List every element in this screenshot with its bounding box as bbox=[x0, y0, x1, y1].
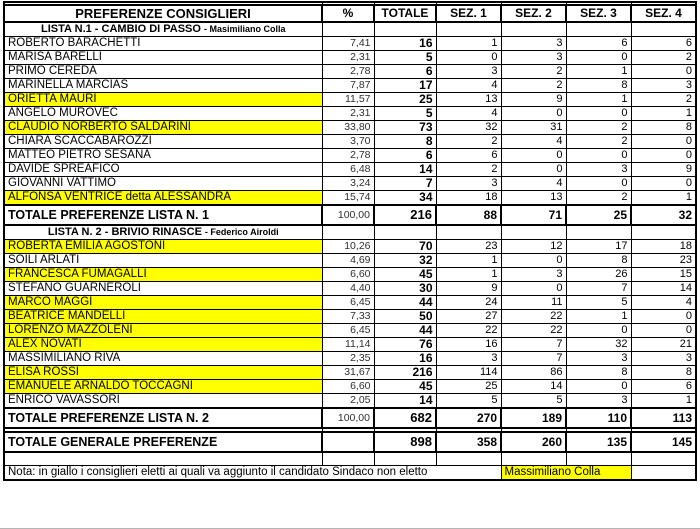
pct-cell: 3,70 bbox=[322, 135, 374, 149]
sez4-cell: 2 bbox=[631, 51, 696, 65]
note-text: Nota: in giallo i consiglieri eletti ai quali va aggiunto il candidato Sindaco non eletto bbox=[4, 466, 501, 481]
total-label: TOTALE PREFERENZE LISTA N. 2 bbox=[4, 408, 322, 428]
sez2-cell: 31 bbox=[501, 121, 566, 135]
candidate-name-cell: PRIMO CEREDA bbox=[4, 65, 322, 79]
totale-cell: 16 bbox=[374, 37, 436, 51]
sez1-cell: 23 bbox=[436, 240, 501, 254]
column-header-sez4: SEZ. 4 bbox=[631, 5, 696, 22]
totale-cell: 50 bbox=[374, 310, 436, 324]
sez3-cell: 5 bbox=[566, 296, 631, 310]
sez1-cell: 6 bbox=[436, 149, 501, 163]
list2-header-cell bbox=[4, 225, 322, 240]
sez4-cell: 6 bbox=[631, 380, 696, 394]
grand-total-sez1-cell: 358 bbox=[436, 432, 501, 452]
note-highlight-cell: Massimiliano Colla bbox=[501, 466, 631, 481]
sez4-cell: 2 bbox=[631, 93, 696, 107]
sez3-cell: 2 bbox=[566, 191, 631, 206]
list2-candidate: - Federico Airoldi bbox=[204, 227, 279, 237]
table-row bbox=[4, 37, 696, 51]
sez2-cell: 0 bbox=[501, 163, 566, 177]
totale-cell: 5 bbox=[374, 51, 436, 65]
sez4-cell: 1 bbox=[631, 191, 696, 206]
sez2-cell: 7 bbox=[501, 352, 566, 366]
pct-cell: 6,60 bbox=[322, 380, 374, 394]
sez3-cell: 2 bbox=[566, 121, 631, 135]
sez3-cell: 7 bbox=[566, 282, 631, 296]
sez3-cell: 8 bbox=[566, 254, 631, 268]
table-row bbox=[4, 254, 696, 268]
sez1-cell: 1 bbox=[436, 268, 501, 282]
pct-cell: 6,48 bbox=[322, 163, 374, 177]
column-header-sez2: SEZ. 2 bbox=[501, 5, 566, 22]
pct-cell: 33,80 bbox=[322, 121, 374, 135]
total-totale-cell: 216 bbox=[374, 205, 436, 225]
total-sez1-cell: 270 bbox=[436, 408, 501, 428]
list2-total-section bbox=[4, 408, 696, 428]
grand-total-totale-cell: 898 bbox=[374, 432, 436, 452]
pct-cell: 6,45 bbox=[322, 296, 374, 310]
sez1-cell: 18 bbox=[436, 191, 501, 206]
candidate-name-cell: MARCO MAGGI bbox=[4, 296, 322, 310]
sez4-cell: 23 bbox=[631, 254, 696, 268]
candidate-name-cell: DAVIDE SPREAFICO bbox=[4, 163, 322, 177]
pct-cell: 2,35 bbox=[322, 352, 374, 366]
sez1-cell: 3 bbox=[436, 352, 501, 366]
table-row bbox=[4, 51, 696, 65]
totale-cell: 25 bbox=[374, 93, 436, 107]
note-empty-cell bbox=[631, 466, 696, 481]
note-row bbox=[4, 466, 696, 481]
sez4-cell: 8 bbox=[631, 366, 696, 380]
sez3-cell: 8 bbox=[566, 366, 631, 380]
sez2-cell: 0 bbox=[501, 149, 566, 163]
sez3-cell: 1 bbox=[566, 93, 631, 107]
pct-cell: 7,41 bbox=[322, 37, 374, 51]
totale-cell: 7 bbox=[374, 177, 436, 191]
totale-cell: 73 bbox=[374, 121, 436, 135]
table-row bbox=[4, 380, 696, 394]
pct-cell: 4,40 bbox=[322, 282, 374, 296]
sez3-cell: 0 bbox=[566, 380, 631, 394]
sez3-cell: 3 bbox=[566, 163, 631, 177]
totale-cell: 14 bbox=[374, 163, 436, 177]
totale-cell: 16 bbox=[374, 352, 436, 366]
sez4-cell: 4 bbox=[631, 296, 696, 310]
sez2-cell: 12 bbox=[501, 240, 566, 254]
table-row bbox=[4, 191, 696, 206]
sez1-cell: 5 bbox=[436, 394, 501, 409]
sez1-cell: 27 bbox=[436, 310, 501, 324]
pct-cell: 4,69 bbox=[322, 254, 374, 268]
column-header-totale: TOTALE bbox=[374, 5, 436, 22]
sez1-cell: 4 bbox=[436, 107, 501, 121]
table-row bbox=[4, 240, 696, 254]
pct-cell: 7,87 bbox=[322, 79, 374, 93]
candidate-name-cell: MATTEO PIETRO SESANA bbox=[4, 149, 322, 163]
total-sez3-cell: 110 bbox=[566, 408, 631, 428]
sez1-cell: 24 bbox=[436, 296, 501, 310]
total-pct-cell: 100,00 bbox=[322, 408, 374, 428]
sez4-cell: 0 bbox=[631, 310, 696, 324]
total-sez3-cell: 25 bbox=[566, 205, 631, 225]
table-head bbox=[4, 2, 696, 22]
total-sez2-cell: 71 bbox=[501, 205, 566, 225]
table-row bbox=[4, 338, 696, 352]
table-row bbox=[4, 310, 696, 324]
table-row bbox=[4, 79, 696, 93]
footer-section bbox=[4, 428, 696, 480]
total-sez4-cell: 32 bbox=[631, 205, 696, 225]
sez4-cell: 3 bbox=[631, 79, 696, 93]
sez2-cell: 22 bbox=[501, 324, 566, 338]
totale-cell: 32 bbox=[374, 254, 436, 268]
total-label: TOTALE PREFERENZE LISTA N. 1 bbox=[4, 205, 322, 225]
sez3-cell: 3 bbox=[566, 394, 631, 409]
sez4-cell: 9 bbox=[631, 163, 696, 177]
pct-cell: 2,05 bbox=[322, 394, 374, 409]
sez3-cell: 1 bbox=[566, 65, 631, 79]
sez4-cell: 3 bbox=[631, 352, 696, 366]
sez4-cell: 15 bbox=[631, 268, 696, 282]
sez2-cell: 2 bbox=[501, 65, 566, 79]
sez4-cell: 0 bbox=[631, 324, 696, 338]
pct-cell: 2,78 bbox=[322, 65, 374, 79]
list2-header-section bbox=[4, 225, 696, 240]
sez3-cell: 0 bbox=[566, 107, 631, 121]
candidate-name-cell: ORIETTA MAURI bbox=[4, 93, 322, 107]
list1-total-row bbox=[4, 205, 696, 225]
grand-total-pct-cell bbox=[322, 432, 374, 452]
sez2-cell: 3 bbox=[501, 51, 566, 65]
table-row bbox=[4, 268, 696, 282]
sez2-cell: 13 bbox=[501, 191, 566, 206]
candidate-name-cell: LORENZO MAZZOLENI bbox=[4, 324, 322, 338]
totale-cell: 76 bbox=[374, 338, 436, 352]
sez3-cell: 32 bbox=[566, 338, 631, 352]
sez1-cell: 3 bbox=[436, 65, 501, 79]
sez3-cell: 2 bbox=[566, 135, 631, 149]
pct-cell: 31,67 bbox=[322, 366, 374, 380]
table-row bbox=[4, 149, 696, 163]
candidate-name-cell: CHIARA SCACCABAROZZI bbox=[4, 135, 322, 149]
list2-name: LISTA N. 2 - BRIVIO RINASCE bbox=[47, 226, 202, 238]
table-row bbox=[4, 366, 696, 380]
sez1-cell: 13 bbox=[436, 93, 501, 107]
totale-cell: 17 bbox=[374, 79, 436, 93]
sez2-cell: 11 bbox=[501, 296, 566, 310]
candidate-name-cell: CLAUDIO NORBERTO SALDARINI bbox=[4, 121, 322, 135]
sez1-cell: 9 bbox=[436, 282, 501, 296]
sez3-cell: 3 bbox=[566, 352, 631, 366]
candidate-name-cell: MARISA BARELLI bbox=[4, 51, 322, 65]
sez4-cell: 0 bbox=[631, 65, 696, 79]
totale-cell: 70 bbox=[374, 240, 436, 254]
sez4-cell: 0 bbox=[631, 149, 696, 163]
pct-cell: 2,31 bbox=[322, 107, 374, 121]
totale-cell: 6 bbox=[374, 149, 436, 163]
candidate-name-cell: SOILI ARLATI bbox=[4, 254, 322, 268]
grand-total-sez3-cell: 135 bbox=[566, 432, 631, 452]
candidate-name-cell: ANGELO MUROVEC bbox=[4, 107, 322, 121]
sez4-cell: 14 bbox=[631, 282, 696, 296]
sez2-cell: 3 bbox=[501, 268, 566, 282]
sez2-cell: 14 bbox=[501, 380, 566, 394]
sez3-cell: 8 bbox=[566, 79, 631, 93]
sez1-cell: 32 bbox=[436, 121, 501, 135]
pct-cell: 2,78 bbox=[322, 149, 374, 163]
pct-cell: 2,31 bbox=[322, 51, 374, 65]
list1-rows bbox=[4, 37, 696, 206]
total-sez4-cell: 113 bbox=[631, 408, 696, 428]
sez1-cell: 4 bbox=[436, 79, 501, 93]
total-sez1-cell: 88 bbox=[436, 205, 501, 225]
table-row bbox=[4, 177, 696, 191]
table-row bbox=[4, 394, 696, 409]
sez1-cell: 2 bbox=[436, 135, 501, 149]
column-header-sez1: SEZ. 1 bbox=[436, 5, 501, 22]
list1-header-section bbox=[4, 22, 696, 37]
sez2-cell: 86 bbox=[501, 366, 566, 380]
preferences-table bbox=[3, 1, 697, 481]
sez1-cell: 114 bbox=[436, 366, 501, 380]
candidate-name-cell: GIOVANNI VATTIMO bbox=[4, 177, 322, 191]
sez3-cell: 26 bbox=[566, 268, 631, 282]
sez4-cell: 21 bbox=[631, 338, 696, 352]
table-row bbox=[4, 282, 696, 296]
totale-cell: 44 bbox=[374, 324, 436, 338]
list2-header-row bbox=[4, 225, 696, 240]
candidate-name-cell: ALFONSA VENTRICE detta ALESSANDRA bbox=[4, 191, 322, 206]
sez1-cell: 25 bbox=[436, 380, 501, 394]
sez2-cell: 5 bbox=[501, 394, 566, 409]
sez3-cell: 0 bbox=[566, 177, 631, 191]
grand-total-sez4-cell: 145 bbox=[631, 432, 696, 452]
sez1-cell: 3 bbox=[436, 177, 501, 191]
totale-cell: 34 bbox=[374, 191, 436, 206]
candidate-name-cell: STEFANO GUARNEROLI bbox=[4, 282, 322, 296]
list1-header-cell bbox=[4, 22, 322, 37]
sez1-cell: 1 bbox=[436, 254, 501, 268]
sez3-cell: 0 bbox=[566, 51, 631, 65]
grand-total-label: TOTALE GENERALE PREFERENZE bbox=[4, 432, 322, 452]
sez2-cell: 7 bbox=[501, 338, 566, 352]
sez4-cell: 0 bbox=[631, 135, 696, 149]
total-totale-cell: 682 bbox=[374, 408, 436, 428]
column-header-pct: % bbox=[322, 5, 374, 22]
table-row bbox=[4, 352, 696, 366]
sez4-cell: 1 bbox=[631, 107, 696, 121]
sez3-cell: 0 bbox=[566, 149, 631, 163]
pct-cell: 11,57 bbox=[322, 93, 374, 107]
list1-header-row bbox=[4, 22, 696, 37]
table-row bbox=[4, 324, 696, 338]
candidate-name-cell: ALEX NOVATI bbox=[4, 338, 322, 352]
table-row bbox=[4, 93, 696, 107]
sez2-cell: 0 bbox=[501, 107, 566, 121]
table-row bbox=[4, 296, 696, 310]
sez2-cell: 4 bbox=[501, 135, 566, 149]
sez3-cell: 0 bbox=[566, 324, 631, 338]
pct-cell: 11,14 bbox=[322, 338, 374, 352]
pct-cell: 6,60 bbox=[322, 268, 374, 282]
sez4-cell: 6 bbox=[631, 37, 696, 51]
column-header-sez3: SEZ. 3 bbox=[566, 5, 631, 22]
totale-cell: 8 bbox=[374, 135, 436, 149]
sez2-cell: 3 bbox=[501, 37, 566, 51]
candidate-name-cell: MASSIMILIANO RIVA bbox=[4, 352, 322, 366]
table-row bbox=[4, 163, 696, 177]
sez2-cell: 0 bbox=[501, 254, 566, 268]
sez4-cell: 8 bbox=[631, 121, 696, 135]
sez2-cell: 22 bbox=[501, 310, 566, 324]
list1-name: LISTA N.1 - CAMBIO DI PASSO bbox=[41, 23, 201, 35]
totale-cell: 216 bbox=[374, 366, 436, 380]
sez2-cell: 0 bbox=[501, 282, 566, 296]
list1-candidate: - Masimiliano Colla bbox=[203, 24, 286, 34]
sez2-cell: 4 bbox=[501, 177, 566, 191]
totale-cell: 44 bbox=[374, 296, 436, 310]
sez1-cell: 2 bbox=[436, 163, 501, 177]
sez1-cell: 22 bbox=[436, 324, 501, 338]
pct-cell: 10,26 bbox=[322, 240, 374, 254]
pct-cell: 7,33 bbox=[322, 310, 374, 324]
sez3-cell: 6 bbox=[566, 37, 631, 51]
candidate-name-cell: ROBERTO BARACHETTI bbox=[4, 37, 322, 51]
candidate-name-cell: MARINELLA MARCIAS bbox=[4, 79, 322, 93]
total-sez2-cell: 189 bbox=[501, 408, 566, 428]
pct-cell: 3,24 bbox=[322, 177, 374, 191]
list1-total-section bbox=[4, 205, 696, 225]
grand-total-sez2-cell: 260 bbox=[501, 432, 566, 452]
table-row bbox=[4, 65, 696, 79]
sez2-cell: 2 bbox=[501, 79, 566, 93]
table-row bbox=[4, 107, 696, 121]
totale-cell: 45 bbox=[374, 268, 436, 282]
total-pct-cell: 100,00 bbox=[322, 205, 374, 225]
sez4-cell: 1 bbox=[631, 394, 696, 409]
totale-cell: 6 bbox=[374, 65, 436, 79]
list2-rows bbox=[4, 240, 696, 409]
sez1-cell: 0 bbox=[436, 51, 501, 65]
candidate-name-cell: BEATRICE MANDELLI bbox=[4, 310, 322, 324]
table-row bbox=[4, 135, 696, 149]
list2-total-row bbox=[4, 408, 696, 428]
sez4-cell: 18 bbox=[631, 240, 696, 254]
header-row bbox=[4, 5, 696, 22]
sez4-cell: 0 bbox=[631, 177, 696, 191]
totale-cell: 14 bbox=[374, 394, 436, 409]
candidate-name-cell: ENRICO VAVASSORI bbox=[4, 394, 322, 409]
candidate-name-cell: ELISA ROSSI bbox=[4, 366, 322, 380]
sez3-cell: 17 bbox=[566, 240, 631, 254]
totale-cell: 45 bbox=[374, 380, 436, 394]
candidate-name-cell: FRANCESCA FUMAGALLI bbox=[4, 268, 322, 282]
sez1-cell: 16 bbox=[436, 338, 501, 352]
sez3-cell: 1 bbox=[566, 310, 631, 324]
empty-row bbox=[4, 452, 696, 466]
totale-cell: 5 bbox=[374, 107, 436, 121]
table-row bbox=[4, 121, 696, 135]
candidate-name-cell: EMANUELE ARNALDO TOCCAGNI bbox=[4, 380, 322, 394]
pct-cell: 6,45 bbox=[322, 324, 374, 338]
grand-total-row bbox=[4, 432, 696, 452]
sez1-cell: 1 bbox=[436, 37, 501, 51]
sez2-cell: 9 bbox=[501, 93, 566, 107]
page-title: PREFERENZE CONSIGLIERI bbox=[4, 5, 322, 22]
candidate-name-cell: ROBERTA EMILIA AGOSTONI bbox=[4, 240, 322, 254]
totale-cell: 30 bbox=[374, 282, 436, 296]
pct-cell: 15,74 bbox=[322, 191, 374, 206]
